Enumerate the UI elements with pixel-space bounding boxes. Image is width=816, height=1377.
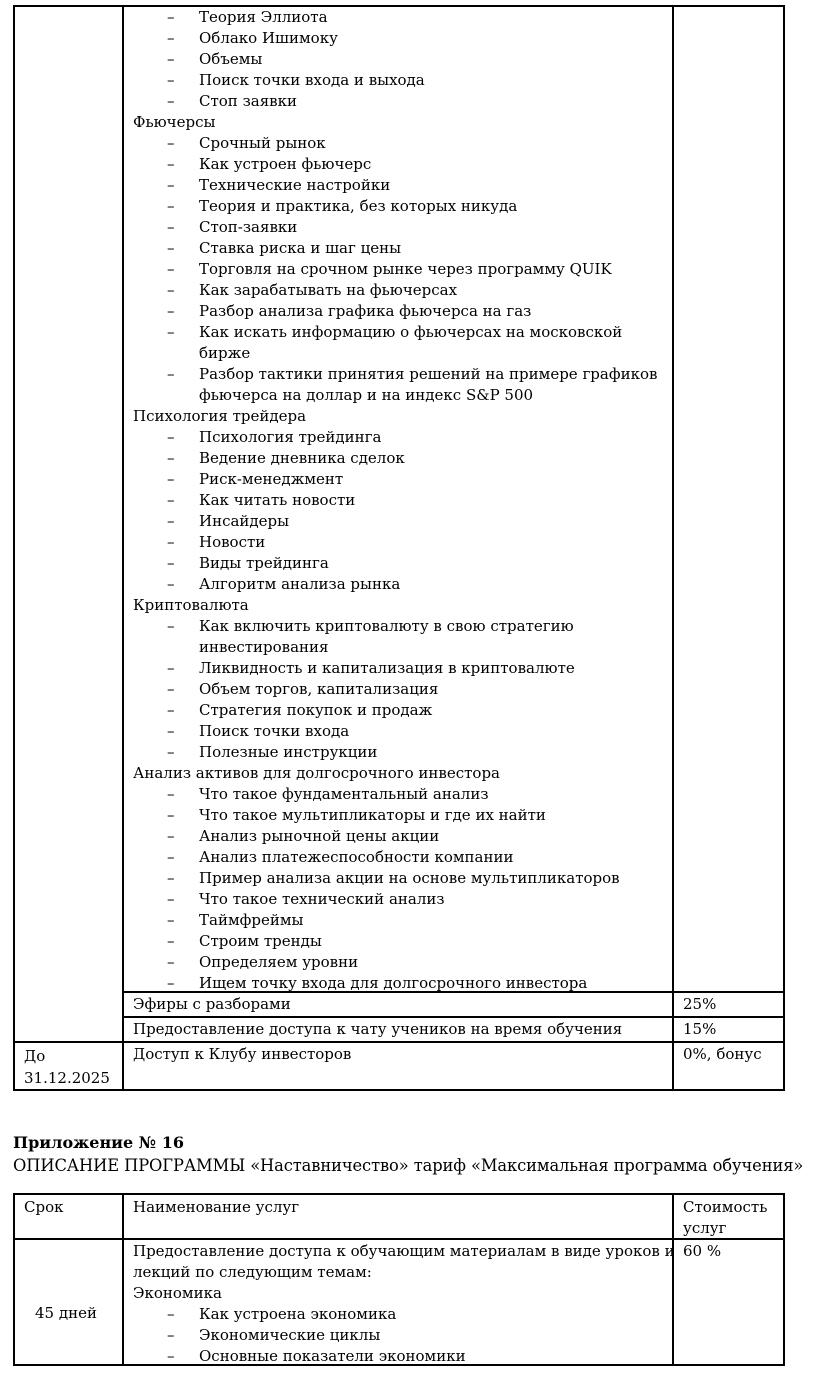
bullet-dash: – (167, 848, 175, 866)
bullet-dash: – (167, 869, 175, 887)
bullet-dash: – (167, 1347, 175, 1365)
table1-border-left (13, 5, 15, 1091)
bullet-dash: – (167, 890, 175, 908)
bullet-dash: – (167, 428, 175, 446)
list-item-crypto: Полезные инструкции (199, 743, 378, 761)
list-item-crypto: Поиск точки входа (199, 722, 350, 740)
appendix-title: Приложение № 16 (13, 1133, 185, 1152)
bullet-dash: – (167, 911, 175, 929)
bullet-dash: – (167, 932, 175, 950)
bullet-dash: – (167, 470, 175, 488)
bullet-dash: – (167, 575, 175, 593)
table2-header-term: Срок (24, 1198, 64, 1216)
table2-border-col2 (122, 1193, 124, 1366)
bullet-dash: – (167, 8, 175, 26)
row-club-term-line2: 31.12.2025 (24, 1069, 110, 1087)
list-item-futures: Как зарабатывать на фьючерсах (199, 281, 458, 299)
bullet-dash: – (167, 974, 175, 992)
bullet-dash: – (167, 302, 175, 320)
list-item-technical: Облако Ишимоку (199, 29, 338, 47)
list-item-psychology: Психология трейдинга (199, 428, 382, 446)
list-item-futures: Разбор тактики принятия решений на примере графиков (199, 365, 658, 383)
bullet-dash: – (167, 554, 175, 572)
list-item-technical: Поиск точки входа и выхода (199, 71, 425, 89)
table2-border-col3 (672, 1193, 674, 1366)
list-item-futures: Торговля на срочном рынке через программу QUIK (199, 260, 612, 278)
list-item-futures: Теория и практика, без которых никуда (199, 197, 518, 215)
bullet-dash: – (167, 50, 175, 68)
row-chat-cost: 15% (683, 1020, 717, 1038)
bullet-dash: – (167, 323, 175, 341)
table2-row-name-line2: лекций по следующим темам: (133, 1263, 372, 1281)
bullet-dash: – (167, 29, 175, 47)
bullet-dash: – (167, 134, 175, 152)
list-item-crypto: Как включить криптовалюту в свою стратегию (199, 617, 574, 635)
list-item-analysis: Определяем уровни (199, 953, 359, 971)
bullet-dash: – (167, 953, 175, 971)
bullet-dash: – (167, 680, 175, 698)
bullet-dash: – (167, 617, 175, 635)
table2-header-cost-line2: услуг (683, 1219, 727, 1237)
list-item-psychology: Как читать новости (199, 491, 356, 509)
table2-border-left (13, 1193, 15, 1366)
list-item-crypto: Объем торгов, капитализация (199, 680, 439, 698)
list-item-analysis: Анализ платежеспособности компании (199, 848, 514, 866)
list-item-futures: Стоп-заявки (199, 218, 298, 236)
table2-header-cost-line1: Стоимость (683, 1198, 768, 1216)
list-item-crypto: Ликвидность и капитализация в криптовалюте (199, 659, 575, 677)
list-item-futures: Ставка риска и шаг цены (199, 239, 402, 257)
section-psychology: Психология трейдера (133, 407, 307, 425)
bullet-dash: – (167, 659, 175, 677)
bullet-dash: – (167, 449, 175, 467)
table2-row-name-line1: Предоставление доступа к обучающим материалам в виде уроков и (133, 1242, 675, 1260)
list-item-technical: Теория Эллиота (199, 8, 328, 26)
list-item-technical: Стоп заявки (199, 92, 297, 110)
bullet-dash: – (167, 827, 175, 845)
table2-border-right (783, 1193, 785, 1366)
bullet-dash: – (167, 743, 175, 761)
table1-row-line-chat (122, 1016, 785, 1018)
bullet-dash: – (167, 1305, 175, 1323)
row-club-name: Доступ к Клубу инвесторов (133, 1045, 352, 1063)
list-item-analysis: Таймфреймы (199, 911, 304, 929)
table1-border-bottom (13, 1089, 785, 1091)
section-analysis: Анализ активов для долгосрочного инвестора (133, 764, 500, 782)
section-crypto: Криптовалюта (133, 596, 249, 614)
bullet-dash: – (167, 155, 175, 173)
bullet-dash: – (167, 491, 175, 509)
list-item-futures: Срочный рынок (199, 134, 326, 152)
bullet-dash: – (167, 176, 175, 194)
list-item-economy: Основные показатели экономики (199, 1347, 466, 1365)
list-item-crypto: инвестирования (199, 638, 329, 656)
bullet-dash: – (167, 806, 175, 824)
list-item-futures: Как устроен фьючерс (199, 155, 372, 173)
list-item-psychology: Инсайдеры (199, 512, 290, 530)
bullet-dash: – (167, 260, 175, 278)
bullet-dash: – (167, 1326, 175, 1344)
list-item-psychology: Виды трейдинга (199, 554, 329, 572)
table1-row-line-club (13, 1041, 785, 1043)
list-item-analysis: Пример анализа акции на основе мультипликаторов (199, 869, 620, 887)
row-club-term-line1: До (24, 1047, 46, 1065)
list-item-analysis: Строим тренды (199, 932, 322, 950)
list-item-psychology: Новости (199, 533, 266, 551)
bullet-dash: – (167, 533, 175, 551)
list-item-analysis: Что такое фундаментальный анализ (199, 785, 489, 803)
bullet-dash: – (167, 239, 175, 257)
bullet-dash: – (167, 701, 175, 719)
list-item-futures: бирже (199, 344, 251, 362)
list-item-economy: Экономические циклы (199, 1326, 381, 1344)
table2-row-term: 45 дней (35, 1304, 97, 1322)
list-item-psychology: Алгоритм анализа рынка (199, 575, 401, 593)
table2-row-cost: 60 % (683, 1242, 722, 1260)
list-item-futures: фьючерса на доллар и на индекс S&P 500 (199, 386, 534, 404)
row-efir-cost: 25% (683, 995, 717, 1013)
list-item-psychology: Ведение дневника сделок (199, 449, 405, 467)
bullet-dash: – (167, 785, 175, 803)
bullet-dash: – (167, 71, 175, 89)
table2-header-name: Наименование услуг (133, 1198, 300, 1216)
table1-border-top (13, 5, 785, 7)
list-item-analysis: Что такое технический анализ (199, 890, 445, 908)
table1-border-col2 (122, 5, 124, 1091)
bullet-dash: – (167, 512, 175, 530)
list-item-futures: Технические настройки (199, 176, 391, 194)
bullet-dash: – (167, 218, 175, 236)
table2-header-line (13, 1238, 785, 1240)
section-futures: Фьючерсы (133, 113, 216, 131)
bullet-dash: – (167, 281, 175, 299)
table2-border-top (13, 1193, 785, 1195)
appendix-subtitle: ОПИСАНИЕ ПРОГРАММЫ «Наставничество» тариф «Максимальная программа обучения» (13, 1156, 804, 1175)
bullet-dash: – (167, 92, 175, 110)
bullet-dash: – (167, 365, 175, 383)
row-chat-name: Предоставление доступа к чату учеников на время обучения (133, 1020, 623, 1038)
bullet-dash: – (167, 722, 175, 740)
list-item-technical: Объемы (199, 50, 263, 68)
list-item-futures: Как искать информацию о фьючерсах на московской (199, 323, 623, 341)
list-item-psychology: Риск-менеджмент (199, 470, 344, 488)
table1-border-right (783, 5, 785, 1091)
list-item-crypto: Стратегия покупок и продаж (199, 701, 433, 719)
list-item-futures: Разбор анализа графика фьючерса на газ (199, 302, 532, 320)
row-club-cost: 0%, бонус (683, 1045, 762, 1063)
list-item-economy: Как устроена экономика (199, 1305, 397, 1323)
table2-row-section: Экономика (133, 1284, 222, 1302)
bullet-dash: – (167, 197, 175, 215)
table1-border-col3 (672, 5, 674, 1091)
row-efir-name: Эфиры с разборами (133, 995, 291, 1013)
list-item-analysis: Что такое мультипликаторы и где их найти (199, 806, 546, 824)
list-item-analysis: Ищем точку входа для долгосрочного инвестора (199, 974, 588, 992)
list-item-analysis: Анализ рыночной цены акции (199, 827, 440, 845)
